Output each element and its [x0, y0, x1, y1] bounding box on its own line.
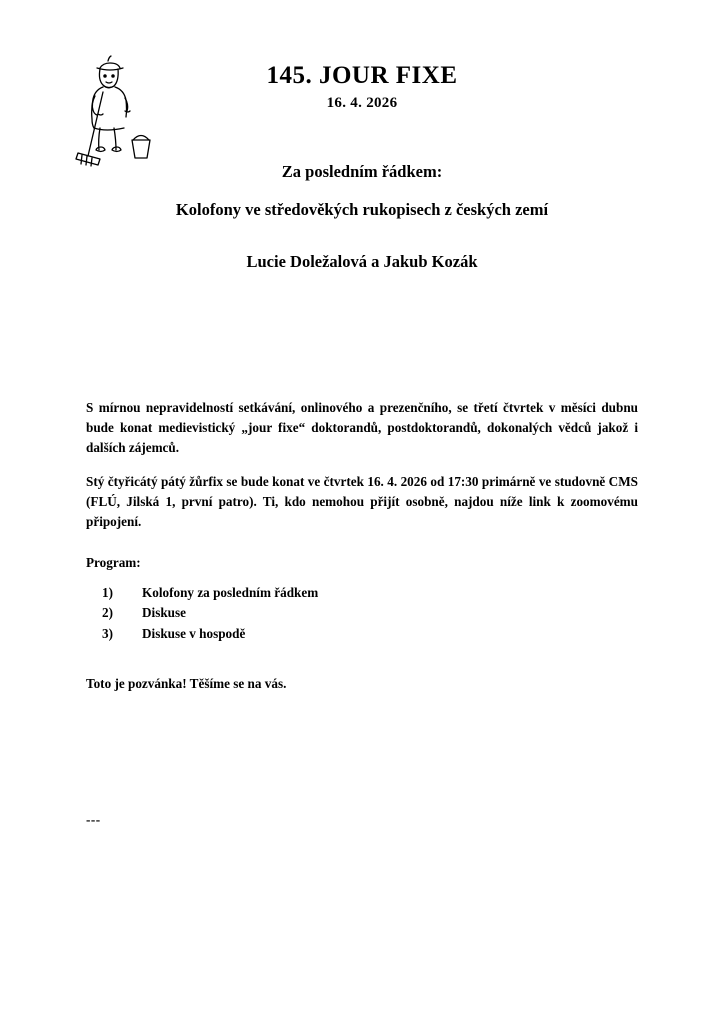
list-item-number: 1) — [102, 584, 113, 600]
program-list — [86, 583, 638, 644]
document-date: 16. 4. 2026 — [326, 94, 398, 111]
paragraph-intro: S mírnou nepravidelností setkávání, onlinového a prezenčního, se třetí čtvrtek v měsíci dubnu bude konat medievistický „jour fixe“ doktorandů, postdoktorandů, dokonalých vědců jakož i dalších zájemců. — [86, 400, 638, 455]
list-item-label: Diskuse — [142, 605, 186, 621]
paragraph-details: Stý čtyřicátý pátý žůrfix se bude konat ve čtvrtek 16. 4. 2026 od 17:30 primárně ve studovně CMS (FLÚ, Jilská 1, první patro). Ti, kdo nemohou přijít osobně, najdou níže link k zoomovému připojení. — [86, 474, 638, 529]
list-item — [86, 583, 638, 603]
subject-block — [0, 162, 724, 220]
list-item-number: 3) — [102, 625, 113, 641]
subject-subheading: Kolofony ve středověkých rukopisech z českých zemí — [175, 200, 549, 219]
list-item-label: Kolofony za posledním řádkem — [142, 584, 319, 600]
document-body — [86, 398, 638, 692]
list-item-label: Diskuse v hospodě — [142, 625, 246, 641]
separator-dashes: --- — [86, 812, 101, 827]
page-title: 145. JOUR FIXE — [266, 62, 458, 89]
program-label: Program: — [86, 554, 141, 570]
document-header — [0, 62, 724, 112]
list-item — [86, 624, 638, 644]
subject-heading: Za posledním řádkem: — [281, 162, 443, 181]
authors-line: Lucie Doležalová a Jakub Kozák — [246, 252, 478, 271]
list-item — [86, 603, 638, 623]
list-item-number: 2) — [102, 605, 113, 621]
closing-line: Toto je pozvánka! Těšíme se na vás. — [86, 676, 287, 692]
